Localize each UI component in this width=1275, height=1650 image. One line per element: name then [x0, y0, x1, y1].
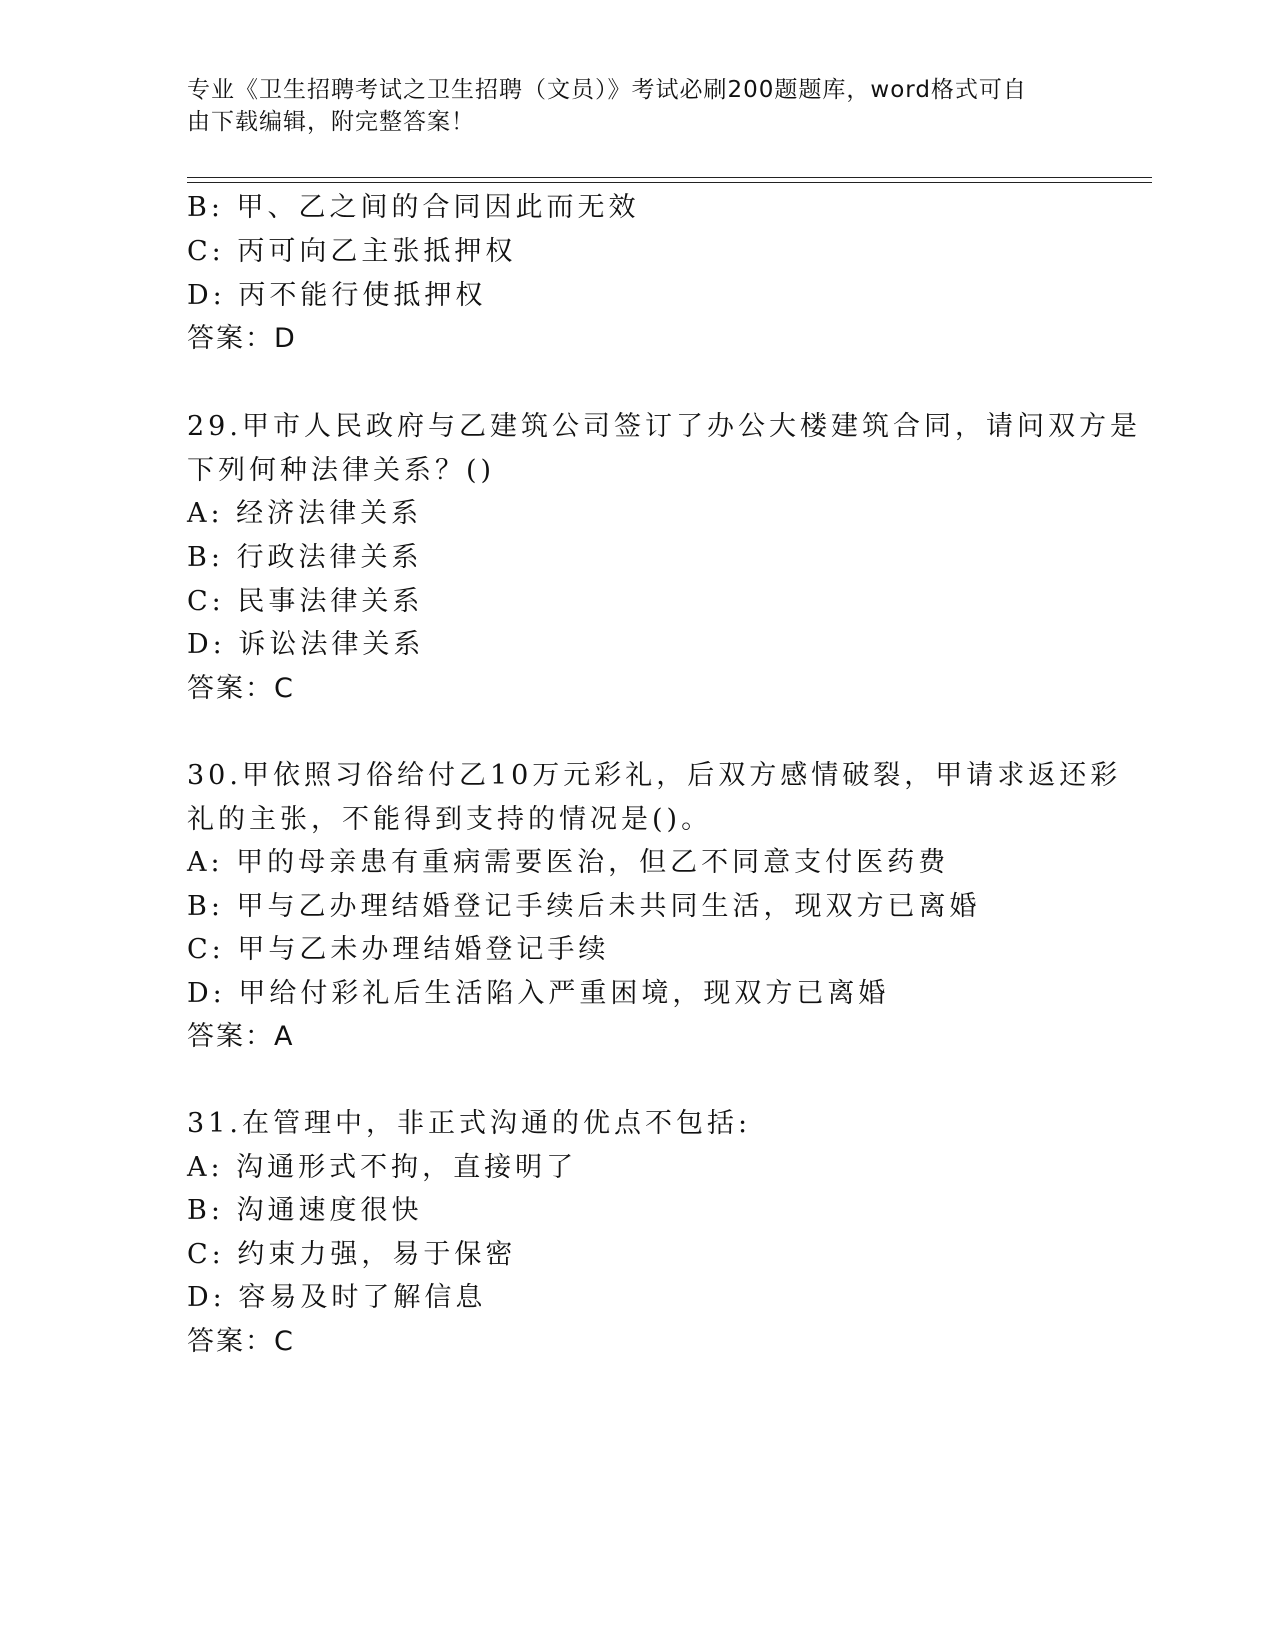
q28-answer: 答案：D [187, 323, 297, 354]
header-line-2: 由下载编辑，附完整答案！ [187, 109, 475, 135]
q30-stem-line-2: 礼的主张，不能得到支持的情况是()。 [187, 804, 713, 835]
q30-option-d: D: 甲给付彩礼后生活陷入严重困境，现双方已离婚 [187, 978, 890, 1009]
q29-option-c: C: 民事法律关系 [187, 586, 424, 617]
q29-answer: 答案：C [187, 673, 295, 704]
q29-stem-line-2: 下列何种法律关系？() [187, 455, 496, 486]
q30-option-a: A: 甲的母亲患有重病需要医治，但乙不同意支付医药费 [187, 847, 950, 878]
q31-option-a: A: 沟通形式不拘，直接明了 [187, 1152, 578, 1183]
q29-stem-line-1: 29.甲市人民政府与乙建筑公司签订了办公大楼建筑合同，请问双方是 [187, 411, 1141, 442]
q30-answer: 答案：A [187, 1021, 295, 1052]
q31-option-b: B: 沟通速度很快 [187, 1195, 423, 1226]
q28-option-b: B: 甲、乙之间的合同因此而无效 [187, 192, 640, 223]
header-divider-bottom [187, 182, 1152, 183]
header-line-1: 专业《卫生招聘考试之卫生招聘（文员）》考试必刷200题题库，word格式可自 [187, 77, 1027, 103]
q31-answer: 答案：C [187, 1326, 295, 1357]
q29-option-b: B: 行政法律关系 [187, 542, 423, 573]
document-header [187, 74, 1067, 138]
q28-option-d: D: 丙不能行使抵押权 [187, 280, 487, 311]
q30-option-b: B: 甲与乙办理结婚登记手续后未共同生活，现双方已离婚 [187, 891, 981, 922]
q29-option-d: D: 诉讼法律关系 [187, 629, 425, 660]
q31-stem-line-1: 31.在管理中，非正式沟通的优点不包括: [187, 1108, 752, 1139]
header-divider-top [187, 177, 1152, 178]
q31-option-c: C: 约束力强，易于保密 [187, 1239, 517, 1270]
q29-option-a: A: 经济法律关系 [187, 498, 423, 529]
q31-option-d: D: 容易及时了解信息 [187, 1282, 487, 1313]
q28-option-c: C: 丙可向乙主张抵押权 [187, 236, 517, 267]
q30-option-c: C: 甲与乙未办理结婚登记手续 [187, 934, 610, 965]
q30-stem-line-1: 30.甲依照习俗给付乙10万元彩礼，后双方感情破裂，甲请求返还彩 [187, 760, 1122, 791]
